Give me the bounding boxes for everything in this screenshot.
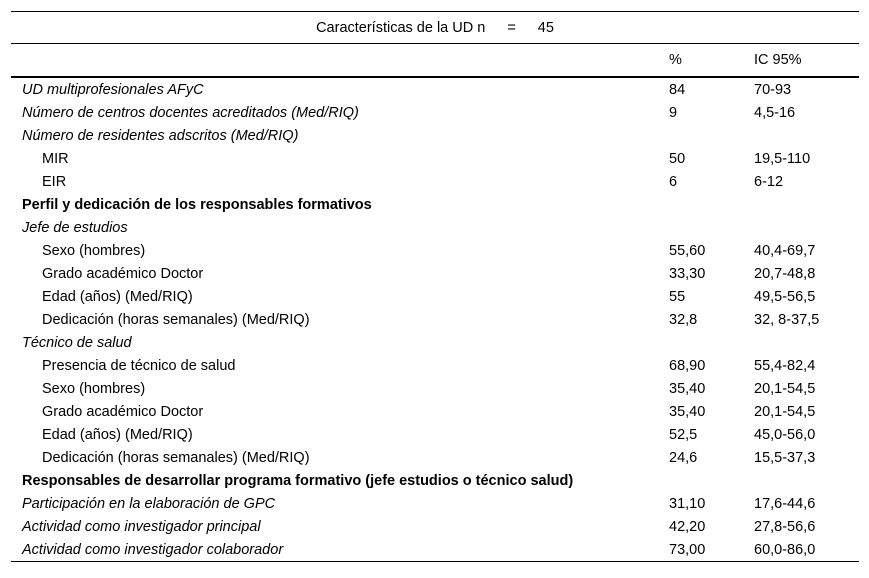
table-row [11,170,859,193]
row-ci: 45,0-56,0 [754,426,816,443]
row-label: MIR [42,150,69,167]
row-percent: 55,60 [669,242,706,259]
caption-equals: = [507,19,516,36]
row-ci: 19,5-110 [754,150,811,167]
characteristics-table-wrapper [11,11,859,562]
table-header-row [11,44,859,78]
row-ci: 20,7-48,8 [754,265,816,282]
row-label: Edad (años) (Med/RIQ) [42,288,193,305]
row-ci: 70-93 [754,81,792,98]
subsection-heading: Técnico de salud [22,334,132,351]
row-ci: 60,0-86,0 [754,538,859,562]
table-row [11,147,859,170]
row-ci [754,216,859,239]
row-label: Participación en la elaboración de GPC [22,495,276,512]
row-percent [669,216,754,239]
row-percent: 73,00 [669,538,754,562]
row-percent: 35,40 [669,380,706,397]
row-label: UD multiprofesionales AFyC [22,81,204,98]
row-ci: 20,1-54,5 [754,380,816,397]
row-percent: 9 [669,104,678,121]
row-percent: 35,40 [669,403,706,420]
row-label: Número de centros docentes acreditados (Med/RIQ) [22,104,359,121]
row-percent: 55 [669,288,686,305]
row-percent: 50 [669,150,686,167]
characteristics-table [11,11,859,562]
section-row [11,193,859,216]
row-percent [669,331,754,354]
header-ci-col: IC 95% [754,44,859,78]
row-ci: 49,5-56,5 [754,288,816,305]
row-percent: 32,8 [669,311,698,328]
row-percent: 24,6 [669,449,698,466]
row-percent: 42,20 [669,518,706,535]
row-ci [754,331,859,354]
row-ci: 55,4-82,4 [754,357,816,374]
table-row [11,262,859,285]
row-percent: 84 [669,81,686,98]
table-row [11,239,859,262]
row-label: Número de residentes adscritos (Med/RIQ) [22,127,299,144]
row-label: Dedicación (horas semanales) (Med/RIQ) [42,449,310,466]
row-label: Sexo (hombres) [42,380,146,397]
row-ci: 6-12 [754,173,784,190]
row-label: Dedicación (horas semanales) (Med/RIQ) [42,311,310,328]
table-row [11,124,859,147]
row-ci: 27,8-56,6 [754,518,816,535]
table-row [11,446,859,469]
section-row [11,469,859,492]
section-heading: Perfil y dedicación de los responsables formativos [22,196,372,213]
row-ci: 20,1-54,5 [754,403,816,420]
table-row [11,538,859,562]
row-label: Grado académico Doctor [42,265,204,282]
table-row [11,77,859,101]
row-percent: 6 [669,173,678,190]
row-percent: 68,90 [669,357,706,374]
table-row [11,400,859,423]
table-row [11,354,859,377]
header-label-col [11,44,669,78]
row-ci [754,124,859,147]
row-percent [669,124,754,147]
caption-label: Características de la UD n [316,19,486,36]
row-percent: 33,30 [669,265,706,282]
table-row [11,492,859,515]
row-ci: 17,6-44,6 [754,495,816,512]
table-row [11,101,859,124]
row-percent: 52,5 [669,426,698,443]
row-label: Edad (años) (Med/RIQ) [42,426,193,443]
row-ci: 15,5-37,3 [754,449,816,466]
subsection-row [11,331,859,354]
table-caption-row [11,12,859,44]
row-ci: 32, 8-37,5 [754,311,820,328]
subsection-row [11,216,859,239]
table-row [11,423,859,446]
section-heading: Responsables de desarrollar programa formativo (jefe estudios o técnico salud) [22,472,574,489]
row-ci: 40,4-69,7 [754,242,816,259]
table-caption [11,12,859,44]
table-row [11,515,859,538]
table-row [11,308,859,331]
row-label: Actividad como investigador colaborador [11,538,669,562]
row-label: Presencia de técnico de salud [42,357,236,374]
row-label: Grado académico Doctor [42,403,204,420]
row-percent: 31,10 [669,495,706,512]
row-ci: 4,5-16 [754,104,796,121]
header-percent-col: % [669,44,754,78]
subsection-heading: Jefe de estudios [22,219,128,236]
row-label: EIR [42,173,67,190]
table-row [11,285,859,308]
table-row [11,377,859,400]
row-label: Sexo (hombres) [42,242,146,259]
row-label: Actividad como investigador principal [22,518,261,535]
caption-value: 45 [537,19,554,36]
